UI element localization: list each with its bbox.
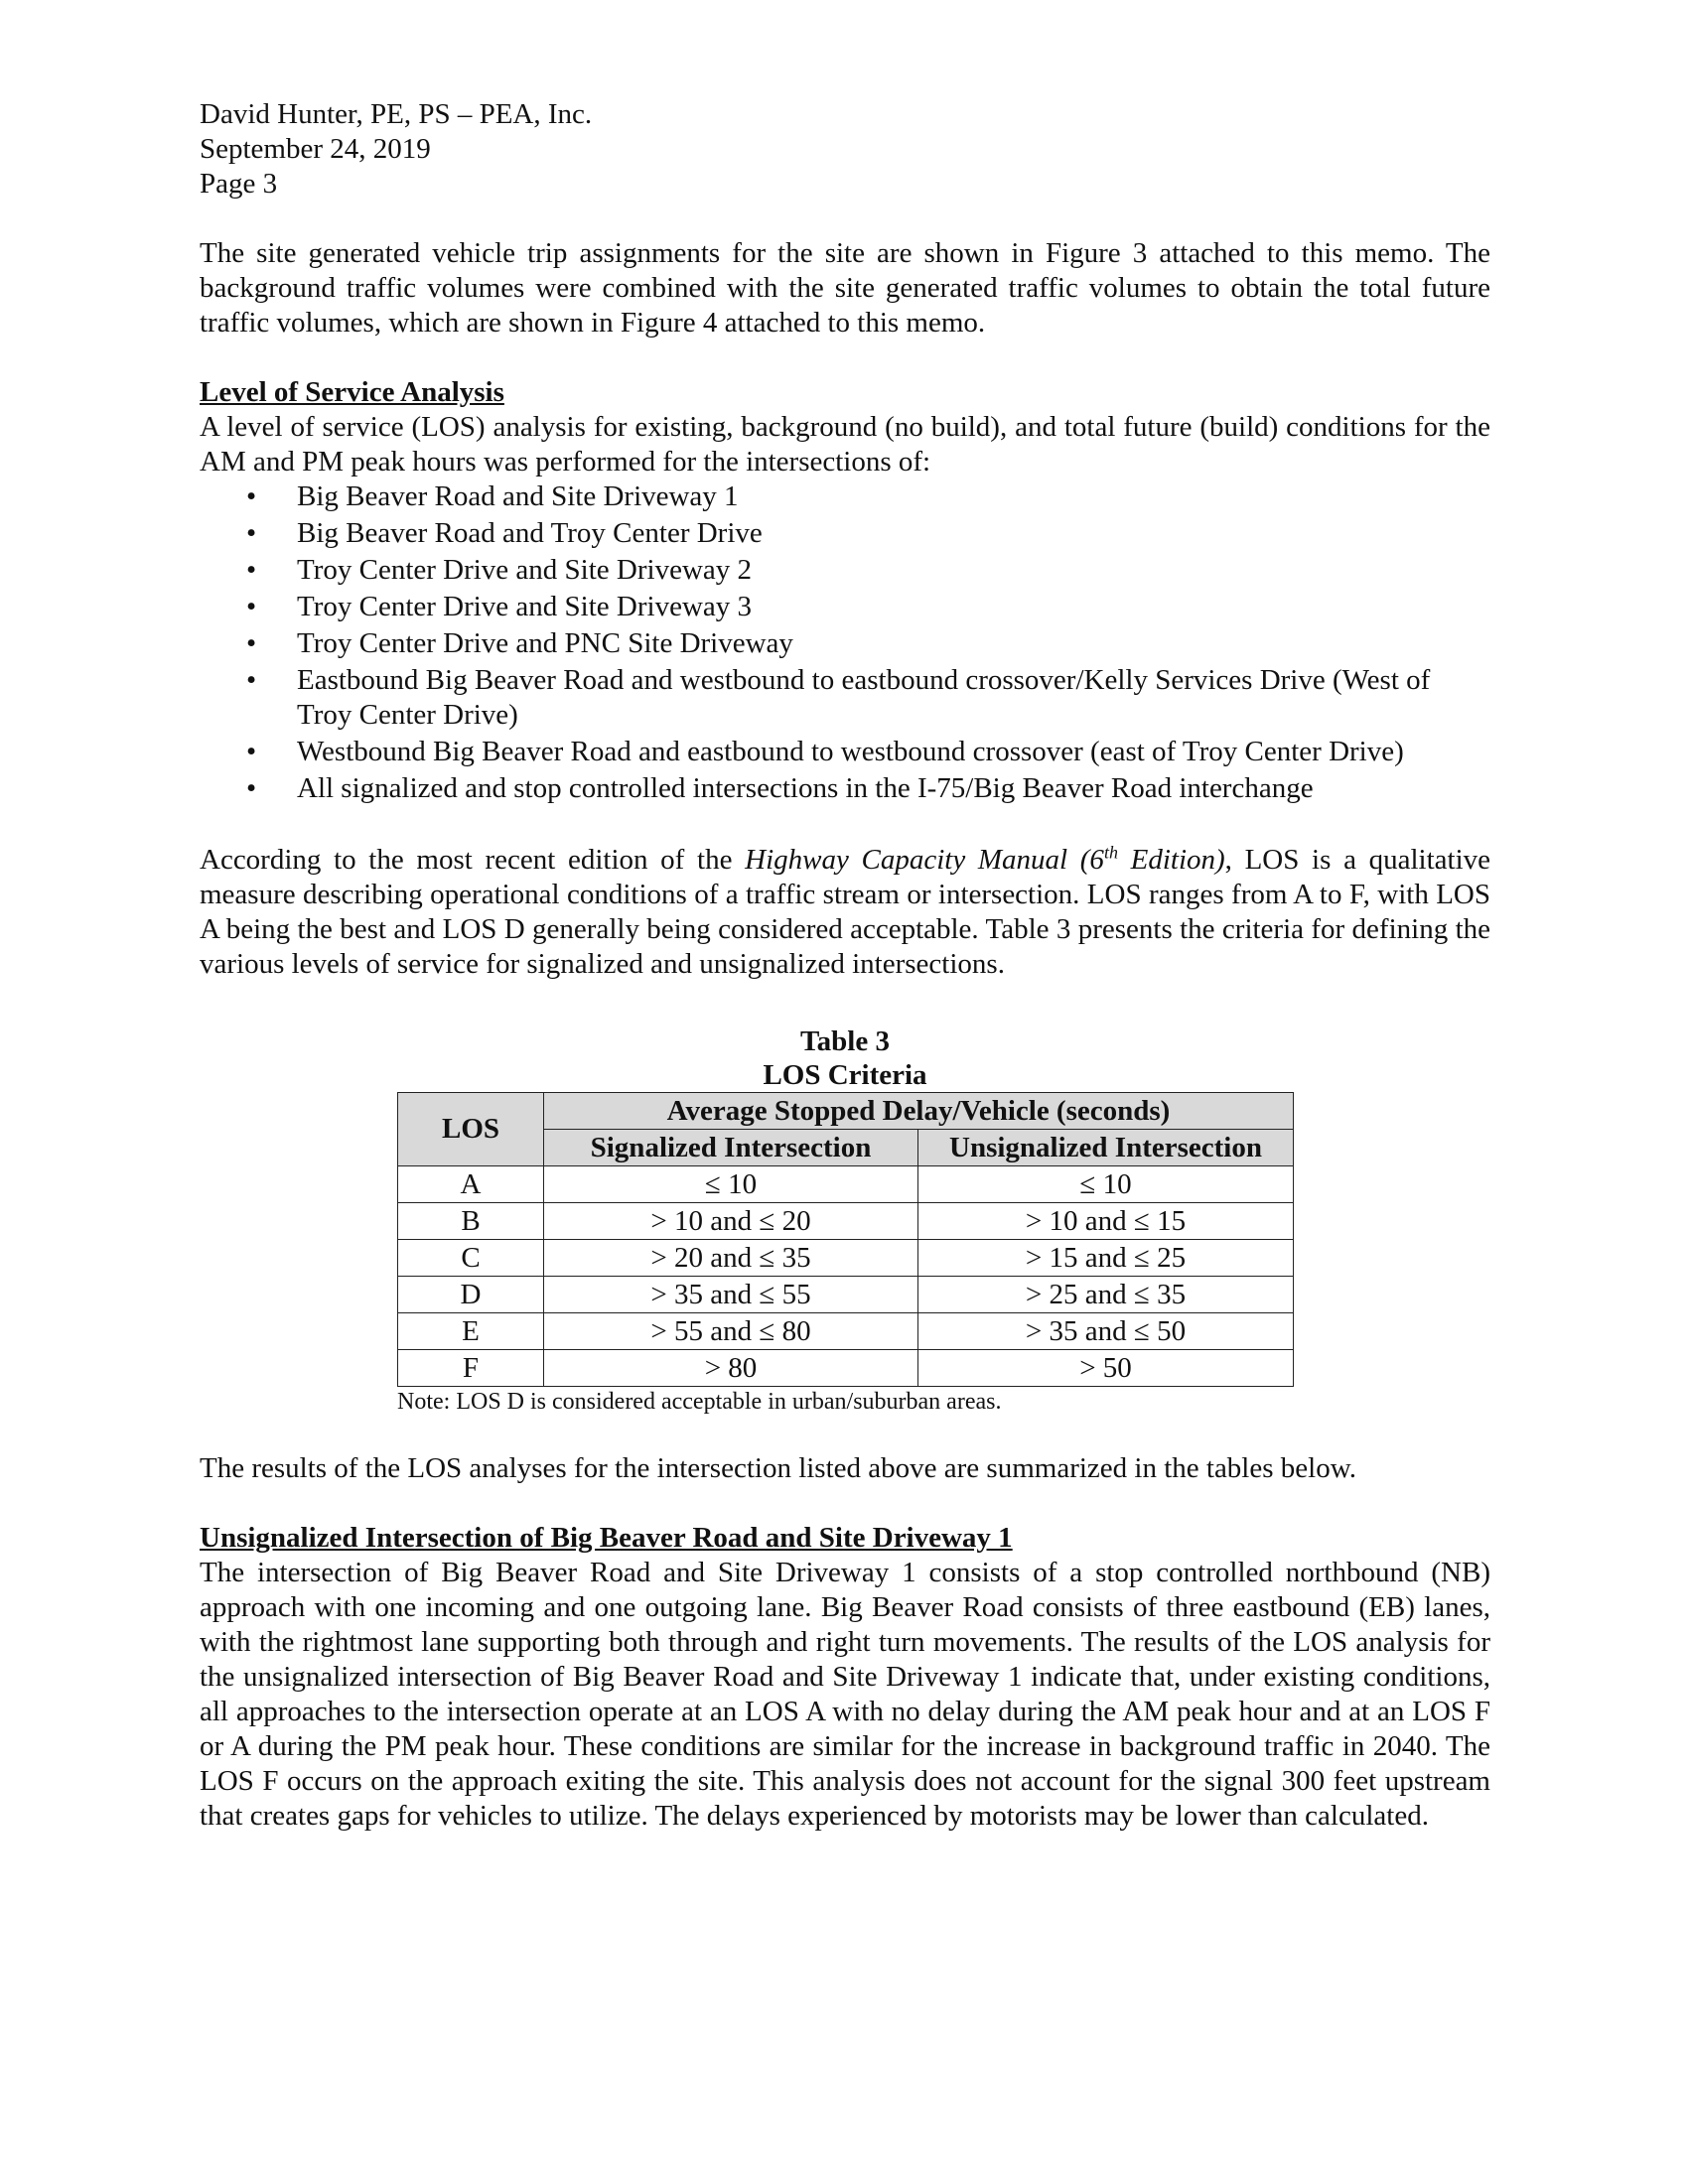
hcm-title-end: Edition) xyxy=(1117,844,1225,876)
intersection-list xyxy=(200,479,1490,806)
intersection-item: • Eastbound Big Beaver Road and westbound to eastbound crossover/Kelly Services Drive (West of Troy Center Drive) xyxy=(200,663,1490,733)
intersection-item: • Troy Center Drive and Site Driveway 2 xyxy=(200,553,1490,588)
los-section-heading: Level of Service Analysis xyxy=(200,376,504,408)
table-row xyxy=(398,1277,1294,1313)
cell-los: B xyxy=(398,1203,544,1240)
cell-los: D xyxy=(398,1277,544,1313)
table-row xyxy=(398,1203,1294,1240)
memo-author: David Hunter, PE, PS – PEA, Inc. xyxy=(200,98,593,130)
cell-signalized: ≤ 10 xyxy=(544,1166,918,1203)
table-note: Note: LOS D is considered acceptable in urban/suburban areas. xyxy=(397,1389,1002,1415)
cell-signalized: > 35 and ≤ 55 xyxy=(544,1277,918,1313)
intersection-item: • All signalized and stop controlled intersections in the I-75/Big Beaver Road interchange xyxy=(200,771,1490,806)
cell-unsignalized: > 50 xyxy=(918,1350,1294,1387)
cell-signalized: > 55 and ≤ 80 xyxy=(544,1313,918,1350)
table-caption-number: Table 3 xyxy=(800,1025,890,1057)
cell-los: F xyxy=(398,1350,544,1387)
driveway1-section-heading: Unsignalized Intersection of Big Beaver Road and Site Driveway 1 xyxy=(200,1522,1013,1554)
los-intro-paragraph: A level of service (LOS) analysis for existing, background (no build), and total future (build) conditions for the AM and PM peak hours was performed for the intersections of: xyxy=(200,411,1490,478)
hcm-title xyxy=(745,844,1225,876)
intersection-item: • Westbound Big Beaver Road and eastbound to westbound crossover (east of Troy Center Drive) xyxy=(200,735,1490,769)
column-header-signalized: Signalized Intersection xyxy=(544,1130,918,1166)
cell-unsignalized: > 15 and ≤ 25 xyxy=(918,1240,1294,1277)
cell-unsignalized: > 25 and ≤ 35 xyxy=(918,1277,1294,1313)
cell-signalized: > 20 and ≤ 35 xyxy=(544,1240,918,1277)
cell-unsignalized: > 10 and ≤ 15 xyxy=(918,1203,1294,1240)
hcm-text-after: , LOS is a qualitative measure describing operational conditions of a traffic stream or intersection. LOS ranges from A to F, with LOS A being the best and LOS D generally being considered acceptable. Table 3 presents the criteria for defining the various levels of service for signalized and unsignalized intersections. xyxy=(200,844,1491,980)
table-row xyxy=(398,1350,1294,1387)
table-caption-title: LOS Criteria xyxy=(763,1059,927,1091)
memo-date: September 24, 2019 xyxy=(200,133,431,165)
table-row xyxy=(398,1166,1294,1203)
intersection-item: • Troy Center Drive and PNC Site Driveway xyxy=(200,626,1490,661)
driveway1-paragraph: The intersection of Big Beaver Road and Site Driveway 1 consists of a stop controlled northbound (NB) approach with one incoming and one outgoing lane. Big Beaver Road consists of three eastbound (EB) lanes, with the rightmost lane supporting both through and right turn movements. The results of the LOS analysis for the unsignalized intersection of Big Beaver Road and Site Driveway 1 indicate that, under existing conditions, all approaches to the intersection operate at an LOS A with no delay during the AM peak hour and at an LOS F or A during the PM peak hour. These conditions are similar for the increase in background traffic in 2040. The LOS F occurs on the approach exiting the site. This analysis does not account for the signal 300 feet upstream that creates gaps for vehicles to utilize. The delays experienced by motorists may be lower than calculated. xyxy=(200,1557,1490,1832)
table-row xyxy=(398,1240,1294,1277)
table-3-block xyxy=(200,1024,1490,1417)
intersection-item: • Troy Center Drive and Site Driveway 3 xyxy=(200,590,1490,624)
cell-signalized: > 80 xyxy=(544,1350,918,1387)
cell-los: C xyxy=(398,1240,544,1277)
column-header-unsignalized: Unsignalized Intersection xyxy=(918,1130,1294,1166)
table-row xyxy=(398,1313,1294,1350)
column-group-header-delay: Average Stopped Delay/Vehicle (seconds) xyxy=(544,1093,1294,1130)
cell-los: E xyxy=(398,1313,544,1350)
document-page xyxy=(200,97,1490,1834)
los-criteria-table xyxy=(397,1092,1294,1387)
hcm-title-text: Highway Capacity Manual (6 xyxy=(745,844,1104,876)
intro-paragraph: The site generated vehicle trip assignments for the site are shown in Figure 3 attached to this memo. The background traffic volumes were combined with the site generated traffic volumes to obtain the total future traffic volumes, which are shown in Figure 4 attached to this memo. xyxy=(200,237,1490,339)
cell-signalized: > 10 and ≤ 20 xyxy=(544,1203,918,1240)
hcm-text-before: According to the most recent edition of the xyxy=(200,844,746,876)
page-number: Page 3 xyxy=(200,168,278,200)
cell-unsignalized: ≤ 10 xyxy=(918,1166,1294,1203)
cell-unsignalized: > 35 and ≤ 50 xyxy=(918,1313,1294,1350)
intersection-item: • Big Beaver Road and Troy Center Drive xyxy=(200,516,1490,551)
results-paragraph: The results of the LOS analyses for the intersection listed above are summarized in the tables below. xyxy=(200,1452,1357,1484)
intersection-item: • Big Beaver Road and Site Driveway 1 xyxy=(200,479,1490,514)
cell-los: A xyxy=(398,1166,544,1203)
column-header-los: LOS xyxy=(398,1093,544,1166)
hcm-paragraph xyxy=(200,843,1490,982)
hcm-edition-superscript: th xyxy=(1103,842,1118,863)
